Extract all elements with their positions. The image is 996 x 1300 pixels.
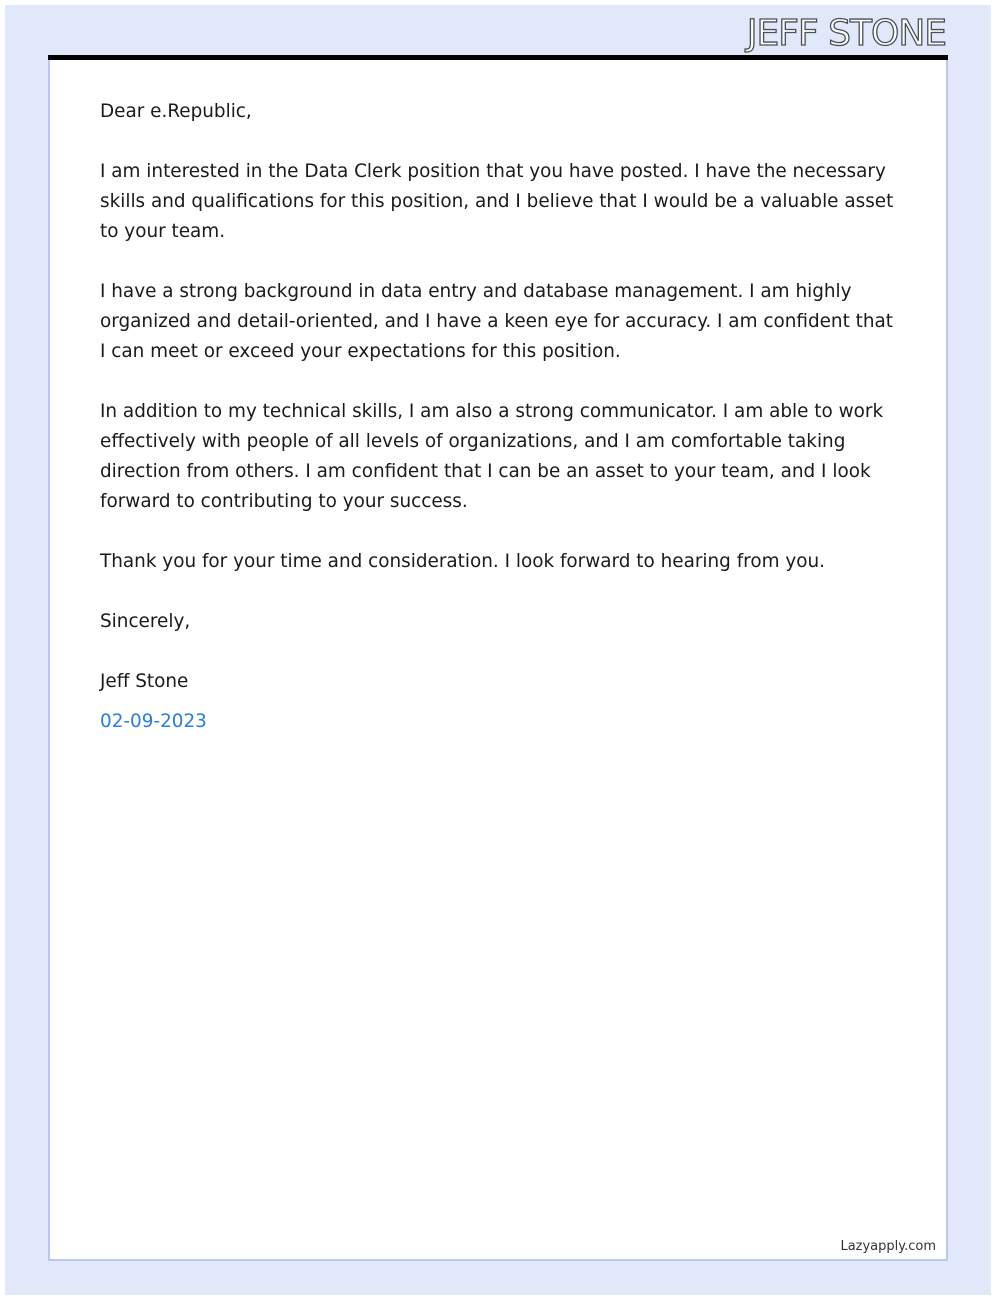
letter-date: 02-09-2023: [100, 711, 207, 732]
paragraph-1: I am interested in the Data Clerk position that you have posted. I have the necessary skills and qualifications for this position, and I believe that I would be a valuable asset to your team.: [100, 161, 894, 242]
paragraph-4: Thank you for your time and consideration. I look forward to hearing from you.: [100, 551, 825, 572]
paragraph-2: I have a strong background in data entry and database management. I am highly organized and detail-oriented, and I have a keen eye for accuracy. I am confident that I can meet or exceed your expectations for this position.: [100, 281, 893, 362]
letter-body: [100, 97, 895, 767]
paragraph-3: In addition to my technical skills, I am also a strong communicator. I am able to work effectively with people of all levels of organizations, and I am comfortable taking direction from others. I am confident that I can be an asset to your team, and I look forward to contributing to your success.: [100, 401, 884, 512]
footer-brand: Lazyapply.com: [840, 1239, 936, 1254]
letterhead-name: JEFF STONE: [746, 13, 946, 54]
salutation: Dear e.Republic,: [100, 101, 252, 122]
closing: Sincerely,: [100, 611, 191, 632]
signature: Jeff Stone: [100, 671, 189, 692]
letter-page: [48, 60, 948, 1261]
